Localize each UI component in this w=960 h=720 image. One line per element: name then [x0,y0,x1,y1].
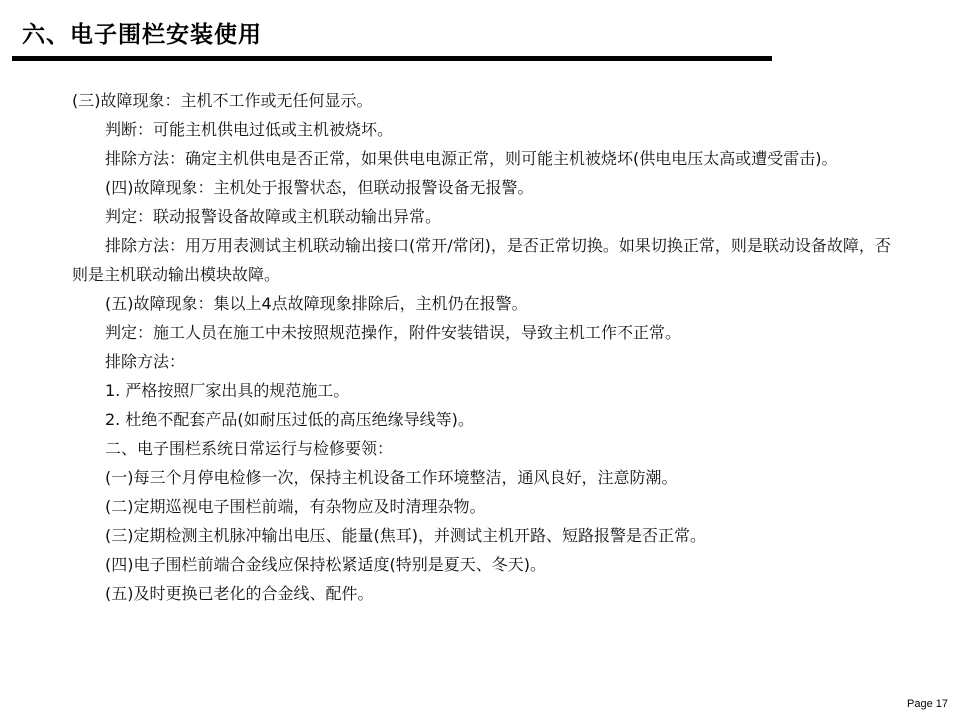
list-item-1: 1. 严格按照厂家出具的规范施工。 [105,381,350,400]
maintenance-item-1: (一)每三个月停电检修一次，保持主机设备工作环境整洁，通风良好，注意防潮。 [105,468,678,487]
paragraph-fault-4: (四)故障现象：主机处于报警状态，但联动报警设备无报警。 [105,178,534,197]
section-heading-maintenance: 二、电子围栏系统日常运行与检修要领： [105,439,394,458]
paragraph-fault-5: (五)故障现象：集以上4点故障现象排除后，主机仍在报警。 [105,294,528,313]
paragraph-judgement-5: 判定：施工人员在施工中未按照规范操作，附件安装错误，导致主机工作不正常。 [105,323,682,342]
list-item-2: 2. 杜绝不配套产品(如耐压过低的高压绝缘导线等)。 [105,410,474,429]
maintenance-item-5: (五)及时更换已老化的合金线、配件。 [105,584,374,603]
title-underline [12,56,772,61]
page-title: 六、电子围栏安装使用 [22,22,262,48]
paragraph-fault-3: (三)故障现象：主机不工作或无任何显示。 [72,91,373,110]
maintenance-item-3: (三)定期检测主机脉冲输出电压、能量(焦耳)，并测试主机开路、短路报警是否正常。 [105,526,706,545]
document-body [72,86,892,608]
paragraph-solution-5: 排除方法： [105,352,186,371]
paragraph-judgement-3: 判断：可能主机供电过低或主机被烧坏。 [105,120,394,139]
page-number: Page 17 [907,698,948,710]
maintenance-item-4: (四)电子围栏前端合金线应保持松紧适度(特别是夏天、冬天)。 [105,555,546,574]
paragraph-solution-4: 排除方法：用万用表测试主机联动输出接口(常开/常闭)，是否正常切换。如果切换正常，则是联动设备故障，否则是主机联动输出模块故障。 [72,236,891,284]
paragraph-solution-3: 排除方法：确定主机供电是否正常，如果供电电源正常，则可能主机被烧坏(供电电压太高或遭受雷击)。 [105,149,838,168]
maintenance-item-2: (二)定期巡视电子围栏前端，有杂物应及时清理杂物。 [105,497,486,516]
paragraph-judgement-4: 判定：联动报警设备故障或主机联动输出异常。 [105,207,442,226]
